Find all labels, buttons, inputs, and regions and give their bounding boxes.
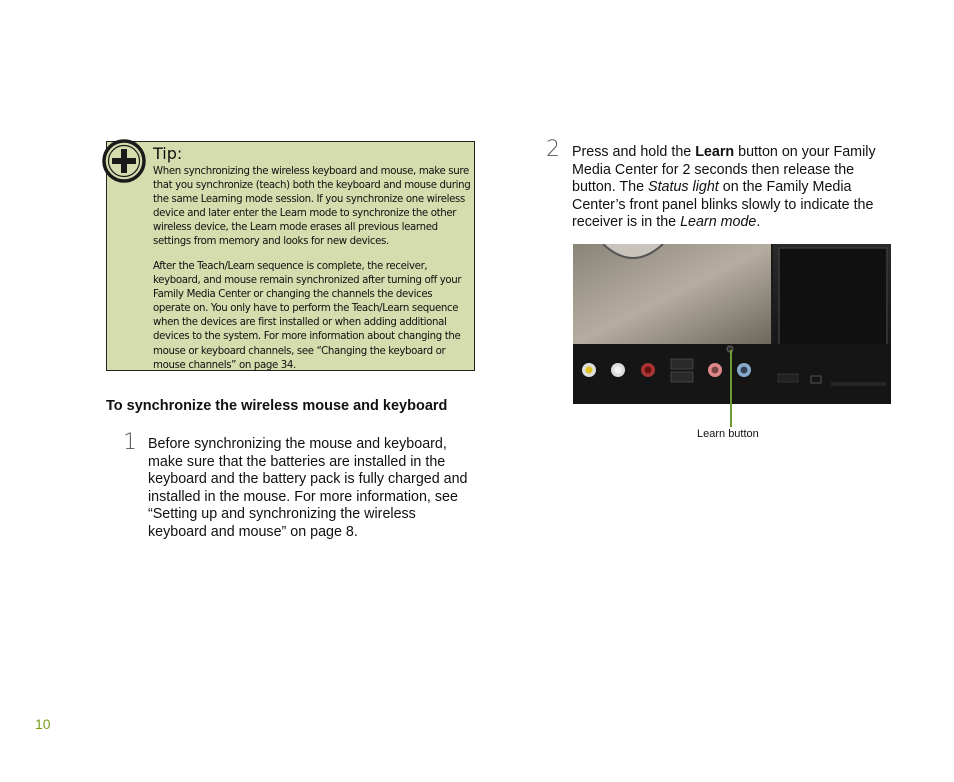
- step-text-part: button on your Family Media Center for 2 seconds then release the button. The: [572, 144, 876, 196]
- section-heading: To synchronize the wireless mouse and keyboard: [106, 398, 448, 414]
- plus-icon: [101, 138, 147, 184]
- tip-paragraph: After the Teach/Learn sequence is complete, the receiver, keyboard, and mouse remain synchronized after turning off your Family Media Center or changing the channels the devices operate on. You only have to perform the Teach/Learn sequence when the devices are first installed or when adding additional devices to the system. For more information about changing the mouse or keyboard channels, see “Changing the keyboard or mouse channels” on page 34.: [153, 261, 462, 371]
- tip-title: Tip:: [153, 144, 183, 163]
- step-text: [572, 144, 892, 232]
- step-text: Before synchronizing the mouse and keyboard, make sure that the batteries are installed in the keyboard and the battery pack is fully charged and installed in the mouse. For more information, see “Setting up and synchronizing the wireless keyboard and mouse” on page 8.: [148, 436, 468, 540]
- callout-line: [730, 350, 732, 427]
- step-number: 1: [123, 430, 137, 455]
- step-text-part: .: [756, 214, 761, 231]
- tip-paragraph: When synchronizing the wireless keyboard and mouse, make sure that you synchronize (teach) both the keyboard and mouse during the same Learning mode session. If you synchronize one wireless device and later enter the Learn mode to synchronize the other wireless device, the Learn mode erases all previous learned settings from memory and looks for new devices.: [153, 166, 471, 248]
- step-text-italic: Status light: [648, 179, 719, 196]
- callout-label: Learn button: [697, 428, 759, 440]
- step-number: 2: [546, 137, 560, 162]
- step-text-part: Press and hold the: [572, 144, 696, 160]
- step-text-bold: Learn: [695, 144, 735, 160]
- step-text-italic: Learn mode: [680, 214, 757, 231]
- page-number: 10: [35, 716, 51, 732]
- device-front-panel-photo: [573, 244, 891, 404]
- step-text-part: on the Family Media Center’s front panel blinks slowly to indicate the receiver is in the: [572, 179, 874, 231]
